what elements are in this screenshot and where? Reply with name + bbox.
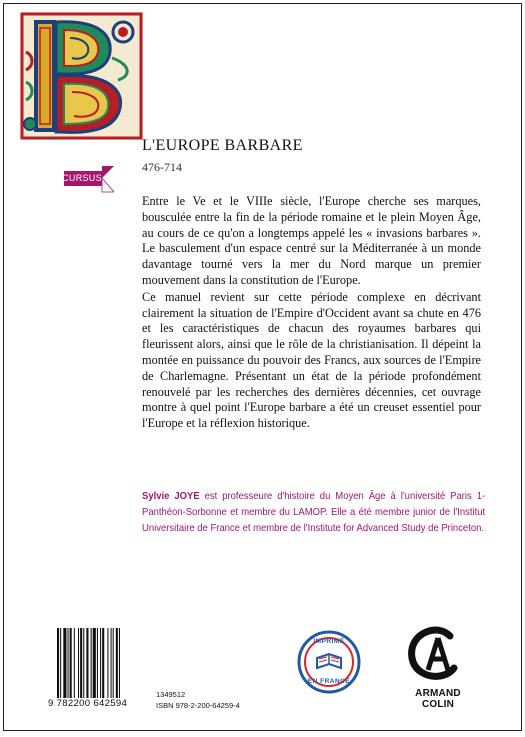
barcode-bar xyxy=(78,628,79,698)
book-title: L'EUROPE BARBARE xyxy=(142,137,303,154)
barcode-bar xyxy=(97,628,98,698)
author-bio xyxy=(142,489,485,538)
back-cover xyxy=(3,3,522,731)
barcode-bar xyxy=(119,628,120,698)
barcode-bar xyxy=(93,628,96,698)
isbn: ISBN 978-2-200-64259-4 xyxy=(156,701,240,710)
barcode-bar xyxy=(86,628,88,698)
barcode-bar xyxy=(60,628,61,698)
seal-bottom-text: EN FRANCE xyxy=(307,678,351,685)
barcode-bar xyxy=(70,628,72,698)
series-badge xyxy=(62,164,114,194)
barcode-bar xyxy=(116,628,118,698)
illuminated-initial-image xyxy=(20,12,143,140)
barcode-bar xyxy=(100,628,101,698)
barcode-bar xyxy=(57,628,59,698)
barcode-bar xyxy=(102,628,104,698)
barcode-bar xyxy=(80,628,82,698)
barcode-bar xyxy=(74,628,75,698)
barcode-bar xyxy=(107,628,108,698)
blurb xyxy=(142,194,481,432)
barcode-bar xyxy=(83,628,84,698)
barcode-bar xyxy=(68,628,69,698)
seal-top-text: IMPRIMÉ xyxy=(313,638,345,645)
barcode-digits: 9 782200 642594 xyxy=(48,698,128,709)
author-name: Sylvie JOYE xyxy=(142,491,200,502)
barcode-bar xyxy=(91,628,92,698)
barcode-image xyxy=(56,628,148,698)
blurb-paragraph-1: Entre le Ve et le VIIIe siècle, l'Europe cherche ses marques, bousculée entre la fin de la période romaine et le plein Moyen Âge, au cours de ce qu'on a longtemps appelé les « invasions barbares ». Le basculement d'un espace centré sur la Méditerranée à un monde davantage tourné vers la mer du Nord marque un premier mouvement dans la constitution de l'Europe. xyxy=(142,194,481,287)
publisher-logo xyxy=(404,626,468,680)
book-dates: 476-714 xyxy=(142,160,182,174)
blurb-paragraph-2: Ce manuel revient sur cette période complexe en décrivant clairement la situation de l'Empire d'Occident avant sa chute en 476 et les caractéristiques de chacun des royaumes barbares qui fleurissent alors, ainsi que le rôle de la christianisation. Il dépeint la montée en puissance du pouvoir des Francs, aux sources de l'Empire de Charlemagne. Présentant un état de la période profondément renouvelé par les recherches des dernières décennies, cet ouvrage montre à quel point l'Europe barbare a été un creuset essentiel pour l'Europe et la réflexion historique. xyxy=(142,289,481,431)
barcode-bar xyxy=(111,628,112,698)
made-in-france-seal xyxy=(297,630,361,694)
barcode-bar xyxy=(113,628,114,698)
product-code: 1349512 xyxy=(156,690,186,699)
author-description: est professeure d'histoire du Moyen Âge à l'université Paris 1-Panthéon-Sorbonne et membre du LAMOP. Elle a été membre junior de l'Institut Universitaire de France et membre de l'Institute for Advanced Study de Princeton. xyxy=(142,491,486,535)
publisher-name: ARMAND COLIN xyxy=(415,688,461,710)
barcode-bar xyxy=(63,628,66,698)
series-label: CURSUS xyxy=(62,173,102,183)
